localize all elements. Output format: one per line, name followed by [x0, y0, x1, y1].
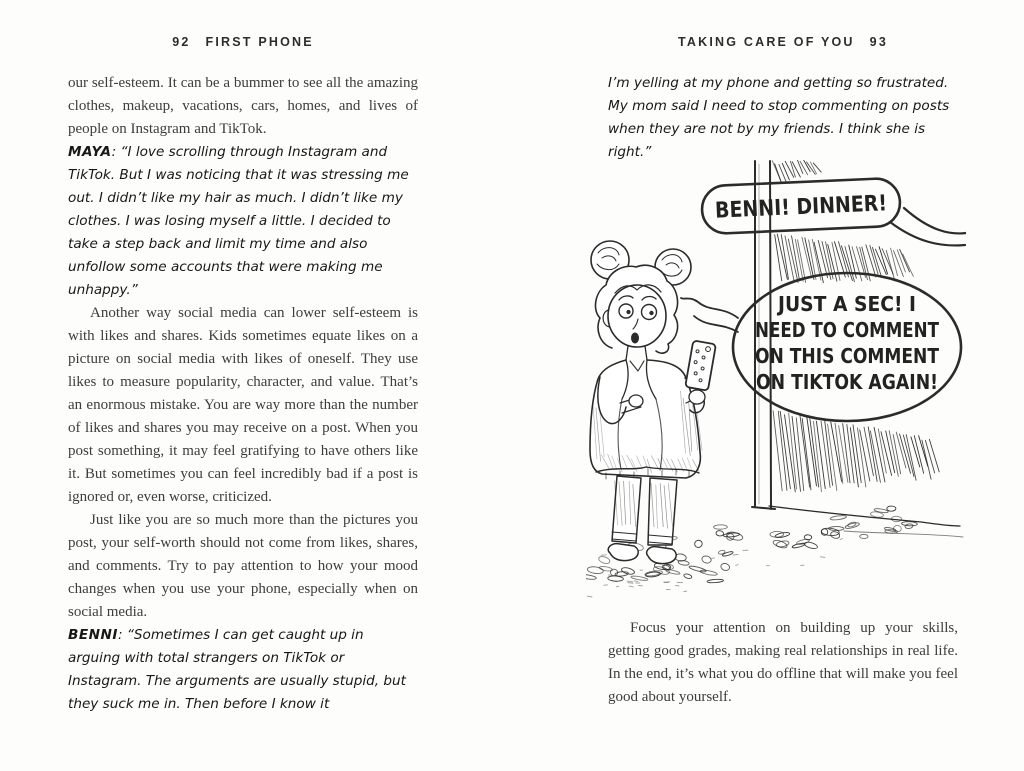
right-page-text-column: [608, 72, 958, 164]
paragraph-focus-offline: Focus your attention on building up your skills, getting good grades, making real relationships in real life. In the end, it’s what you do offline that will make you feel good about yourself.: [608, 620, 958, 705]
speech-bubble-girl-line1: JUST A SEC! I: [776, 292, 916, 316]
jacket: [590, 360, 700, 478]
left-page-text-column: [68, 72, 418, 716]
page-number-left: 92: [172, 35, 191, 49]
page-number-right: 93: [869, 35, 888, 49]
maya-quote: [68, 141, 418, 302]
smartphone: [685, 340, 716, 390]
benni-quote-continuation: I’m yelling at my phone and getting so frustrated. My mom said I need to stop commenting on posts when they are not by my friends. I think she is right.”: [608, 75, 950, 160]
speech-bubble-mom-text: BENNI! DINNER!: [714, 190, 916, 224]
running-head-left-title: FIRST PHONE: [205, 35, 314, 49]
speech-bubble-girl: [681, 273, 961, 421]
maya-quote-text: : “I love scrolling through Instagram and TikTok. But I was noticing that it was stressing me out. I didn’t like my hair as much. I didn’t like my clothes. I was losing myself a little. I decided to take a step back and limit my time and also unfollow some accounts that were making me unhappy.”: [68, 144, 409, 298]
running-head-right-title: TAKING CARE OF YOU: [678, 35, 855, 49]
speech-bubble-mom: [701, 178, 966, 246]
running-head-right: [608, 35, 958, 49]
right-page: [608, 0, 958, 771]
benni-quote-text: : “Sometimes I can get caught up in arguing with total strangers on TikTok or Instagram. The arguments are usually stupid, but they suck me in. Then before I know it: [68, 627, 406, 712]
illustration-svg: [586, 160, 966, 615]
benni-quote: [68, 624, 418, 716]
paragraph-self-esteem: our self-esteem. It can be a bummer to see all the amazing clothes, makeup, vacations, cars, homes, and lives of people on Instagram and TikTok.: [68, 75, 418, 137]
right-shoe: [647, 547, 677, 564]
paragraph-likes-shares: Another way social media can lower self-esteem is with likes and shares. Kids sometimes equate likes on a picture on social media with likes of oneself. They use likes to measure popularity, character, and value. That’s an enormous mistake. You are way more than the number of likes and shares you may receive on a post. When you post something, it may feel gratifying to have others like it. But sometimes you can feel incredibly bad if a post is ignored or, even worse, criticized.: [68, 305, 418, 505]
illustration: [586, 160, 966, 615]
left-page: [68, 0, 418, 771]
running-head-left: [68, 35, 418, 49]
hand: [689, 390, 705, 404]
wall-base-line: [769, 506, 963, 537]
girl-figure: [590, 241, 716, 564]
benni-quote-label: BENNI: [68, 627, 118, 643]
speech-bubble-girl-line3: ON THIS COMMENT: [755, 344, 940, 368]
mouth: [631, 333, 639, 344]
fist: [629, 395, 643, 407]
left-shoe: [608, 544, 638, 561]
speech-bubble-girl-line2: NEED TO COMMENT: [755, 318, 940, 342]
maya-quote-label: MAYA: [68, 144, 112, 160]
speech-bubble-girl-line4: ON TIKTOK AGAIN!: [756, 370, 938, 394]
right-page-final-text: [608, 617, 958, 709]
paragraph-self-worth: Just like you are so much more than the pictures you post, your self-worth should not come from likes, shares, and comments. Try to pay attention to how your mood changes when you use your phone, especially when on social media.: [68, 512, 418, 620]
